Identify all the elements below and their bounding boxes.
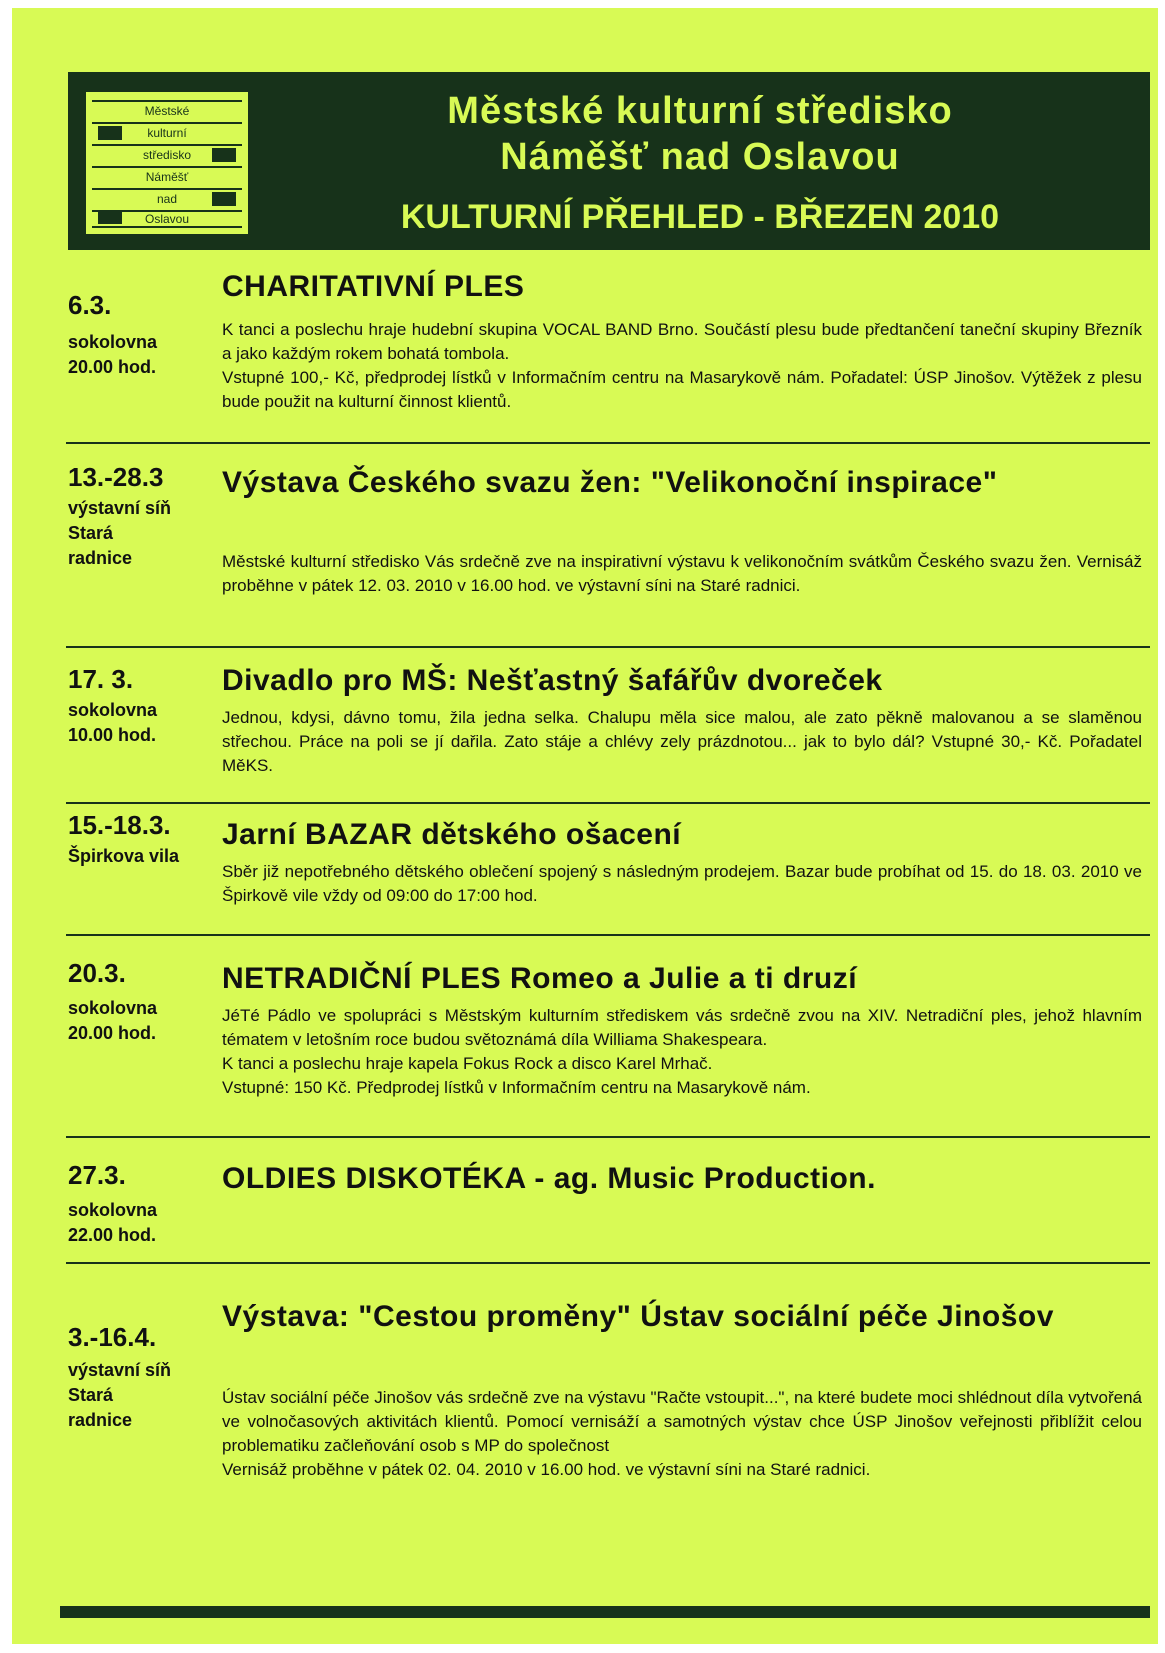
logo-stripe xyxy=(92,166,242,168)
logo-block xyxy=(212,192,236,206)
logo-stripe xyxy=(92,188,242,190)
event-paragraph: Sběr již nepotřebného dětského oblečení spojený s následným prodejem. Bazar bude probíhat od 15. do 18. 03. 2010 ve Špirkově vile vždy od 09:00 do 17:00 hod. xyxy=(222,862,1142,905)
event-description xyxy=(222,706,1142,778)
logo-block xyxy=(212,148,236,162)
event-title: CHARITATIVNÍ PLES xyxy=(222,270,525,303)
event-paragraph: Městské kulturní středisko Vás srdečně zve na inspirativní výstavu k velikonočním svátkům Českého svazu žen. Vernisáž proběhne v pátek 12. 03. 2010 v 16.00 hod. ve výstavní síni na Staré radnici. xyxy=(222,552,1142,595)
section-divider xyxy=(66,646,1150,648)
section-divider xyxy=(66,1136,1150,1138)
header-title: Městské kulturní středisko xyxy=(447,90,953,132)
header-subtitle-town: Náměšť nad Oslavou xyxy=(500,136,900,178)
logo-text: Městské xyxy=(144,104,190,118)
event-title: OLDIES DISKOTÉKA - ag. Music Production. xyxy=(222,1162,876,1195)
footer-contact-bar xyxy=(60,1606,1150,1618)
header-program-title: KULTURNÍ PŘEHLED - BŘEZEN 2010 xyxy=(400,198,1000,236)
event-paragraph: Vstupné: 150 Kč. Předprodej lístků v Informačním centru na Masarykově nám. xyxy=(222,1078,811,1097)
event-title: Divadlo pro MŠ: Nešťastný šafářův dvoreček xyxy=(222,664,883,697)
event-place: sokolovna 20.00 hod. xyxy=(68,332,158,377)
event-date: 17. 3. xyxy=(68,664,134,694)
event-place: Špirkova vila xyxy=(68,846,180,866)
event-paragraph: JéTé Pádlo ve spolupráci s Městským kulturním střediskem vás srdečně zvou na XIV. Netradiční ples, jehož hlavním tématem v letošním roce budou světoznámá díla Williama Shakespeara. xyxy=(222,1006,1142,1049)
event-place: výstavní síň Stará radnice xyxy=(68,1360,172,1430)
logo-block xyxy=(98,126,122,140)
logo-stripe xyxy=(92,226,242,228)
event-place: sokolovna 10.00 hod. xyxy=(68,700,158,745)
logo-text: Náměšť xyxy=(145,170,189,184)
event-title: Výstava: "Cestou proměny" Ústav sociální péče Jinošov xyxy=(222,1300,1054,1333)
event-date: 13.-28.3 xyxy=(68,462,164,492)
logo-block xyxy=(98,210,122,224)
event-place: sokolovna 22.00 hod. xyxy=(68,1200,158,1245)
event-title: Výstava Českého svazu žen: "Velikonoční inspirace" xyxy=(222,466,998,499)
event-date: 27.3. xyxy=(68,1160,126,1190)
section-divider xyxy=(66,802,1150,804)
event-title: NETRADIČNÍ PLES Romeo a Julie a ti druzí xyxy=(222,962,858,995)
event-date: 3.-16.4. xyxy=(68,1322,157,1352)
section-divider xyxy=(66,442,1150,444)
event-paragraph: Jednou, kdysi, dávno tomu, žila jedna selka. Chalupu měla sice malou, ale zato pěkně malovanou a se slaměnou střechou. Práce na poli se jí dařila. Zato stáje a chlévy zely prázdnotou... jak to bylo dál? Vstupné 30,- Kč. Pořadatel MěKS. xyxy=(222,708,1142,775)
logo-stripe xyxy=(92,100,242,102)
event-description xyxy=(222,860,1142,908)
logo-text: nad xyxy=(156,192,178,206)
event-description xyxy=(222,1386,1142,1482)
event-description xyxy=(222,1004,1142,1100)
event-paragraph: Vstupné 100,- Kč, předprodej lístků v Informačním centru na Masarykově nám. Pořadatel: ÚSP Jinošov. Výtěžek z plesu bude použit na kulturní činnost klientů. xyxy=(222,368,1142,411)
event-date: 15.-18.3. xyxy=(68,810,171,840)
event-date: 20.3. xyxy=(68,958,126,988)
event-date: 6.3. xyxy=(68,290,112,320)
event-place: výstavní síň Stará radnice xyxy=(68,498,172,568)
event-paragraph: K tanci a poslechu hraje hudební skupina VOCAL BAND Brno. Součástí plesu bude předtančení taneční skupiny Březník a jako každým rokem bohatá tombola. xyxy=(222,320,1142,363)
event-description xyxy=(222,318,1142,414)
logo-stripe xyxy=(92,144,242,146)
logo-text: Oslavou xyxy=(144,212,190,226)
event-place: sokolovna 20.00 hod. xyxy=(68,998,158,1043)
logo-text: středisko xyxy=(142,148,192,162)
section-divider xyxy=(66,1262,1150,1264)
logo-text: kulturní xyxy=(147,126,187,140)
organization-logo xyxy=(86,92,248,234)
logo-stripe xyxy=(92,122,242,124)
event-paragraph: Ústav sociální péče Jinošov vás srdečně zve na výstavu "Račte vstoupit...", na které budete moci shlédnout díla vytvořená ve volnočasových aktivitách klientů. Pomocí vernisáží a samotných výstav chce ÚSP Jinošov veřejnosti přiblížit celou problematiku začleňování osob s MP do společnost xyxy=(222,1388,1142,1455)
event-title: Jarní BAZAR dětského ošacení xyxy=(222,818,682,851)
event-paragraph: K tanci a poslechu hraje kapela Fokus Rock a disco Karel Mrhač. xyxy=(222,1054,713,1073)
section-divider xyxy=(66,934,1150,936)
event-description xyxy=(222,550,1142,598)
event-paragraph: Vernisáž proběhne v pátek 02. 04. 2010 v 16.00 hod. ve výstavní síni na Staré radnici. xyxy=(222,1460,871,1479)
